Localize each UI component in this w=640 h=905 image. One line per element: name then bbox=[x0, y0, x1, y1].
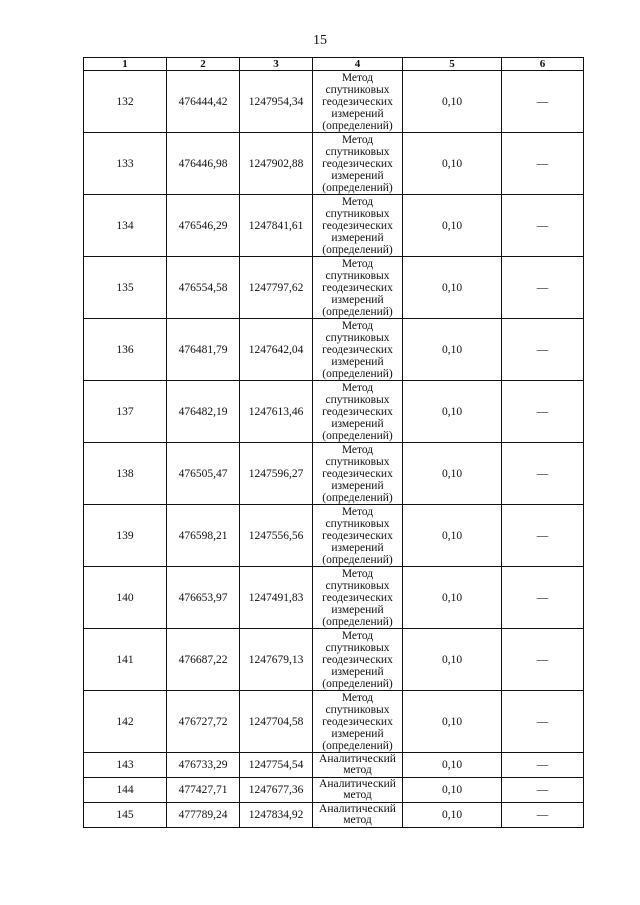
column-header: 6 bbox=[502, 58, 584, 71]
note-cell: — bbox=[502, 803, 584, 828]
accuracy-cell: 0,10 bbox=[403, 319, 502, 381]
coordinate-y: 1247613,46 bbox=[240, 381, 313, 443]
coordinate-y: 1247902,88 bbox=[240, 133, 313, 195]
table-row bbox=[84, 505, 584, 567]
note-cell: — bbox=[502, 381, 584, 443]
accuracy-cell: 0,10 bbox=[403, 778, 502, 803]
note-cell: — bbox=[502, 257, 584, 319]
table-row bbox=[84, 257, 584, 319]
note-cell: — bbox=[502, 319, 584, 381]
coordinate-x: 476687,22 bbox=[167, 629, 240, 691]
coordinate-x: 476546,29 bbox=[167, 195, 240, 257]
note-cell: — bbox=[502, 753, 584, 778]
table-header-row bbox=[84, 58, 584, 71]
coordinate-x: 476444,42 bbox=[167, 71, 240, 133]
coordinate-y: 1247954,34 bbox=[240, 71, 313, 133]
note-cell: — bbox=[502, 443, 584, 505]
coordinate-y: 1247754,54 bbox=[240, 753, 313, 778]
accuracy-cell: 0,10 bbox=[403, 567, 502, 629]
note-cell: — bbox=[502, 567, 584, 629]
table-row bbox=[84, 778, 584, 803]
method-cell: Аналитический метод bbox=[313, 803, 403, 828]
method-cell: Метод спутниковых геодезических измерений (определений) bbox=[313, 381, 403, 443]
coordinate-y: 1247841,61 bbox=[240, 195, 313, 257]
accuracy-cell: 0,10 bbox=[403, 257, 502, 319]
method-cell: Метод спутниковых геодезических измерений (определений) bbox=[313, 629, 403, 691]
table-row bbox=[84, 319, 584, 381]
method-cell: Метод спутниковых геодезических измерений (определений) bbox=[313, 319, 403, 381]
note-cell: — bbox=[502, 778, 584, 803]
table-row bbox=[84, 195, 584, 257]
accuracy-cell: 0,10 bbox=[403, 133, 502, 195]
column-header: 2 bbox=[167, 58, 240, 71]
point-number: 142 bbox=[84, 691, 167, 753]
point-number: 141 bbox=[84, 629, 167, 691]
table-row bbox=[84, 691, 584, 753]
point-number: 137 bbox=[84, 381, 167, 443]
coordinate-y: 1247556,56 bbox=[240, 505, 313, 567]
accuracy-cell: 0,10 bbox=[403, 71, 502, 133]
coordinate-x: 476733,29 bbox=[167, 753, 240, 778]
coordinate-x: 476481,79 bbox=[167, 319, 240, 381]
point-number: 145 bbox=[84, 803, 167, 828]
page-number: 15 bbox=[313, 33, 327, 48]
coordinate-x: 476598,21 bbox=[167, 505, 240, 567]
note-cell: — bbox=[502, 195, 584, 257]
point-number: 144 bbox=[84, 778, 167, 803]
point-number: 132 bbox=[84, 71, 167, 133]
point-number: 136 bbox=[84, 319, 167, 381]
coordinate-y: 1247704,58 bbox=[240, 691, 313, 753]
coordinate-x: 476446,98 bbox=[167, 133, 240, 195]
note-cell: — bbox=[502, 505, 584, 567]
coordinate-x: 477427,71 bbox=[167, 778, 240, 803]
table-row bbox=[84, 753, 584, 778]
column-header: 4 bbox=[313, 58, 403, 71]
accuracy-cell: 0,10 bbox=[403, 381, 502, 443]
coordinate-y: 1247834,92 bbox=[240, 803, 313, 828]
coordinate-x: 476482,19 bbox=[167, 381, 240, 443]
method-cell: Метод спутниковых геодезических измерений (определений) bbox=[313, 567, 403, 629]
coordinate-y: 1247797,62 bbox=[240, 257, 313, 319]
coordinate-y: 1247642,04 bbox=[240, 319, 313, 381]
method-cell: Метод спутниковых геодезических измерений (определений) bbox=[313, 71, 403, 133]
table-row bbox=[84, 629, 584, 691]
coordinate-y: 1247596,27 bbox=[240, 443, 313, 505]
method-cell: Метод спутниковых геодезических измерений (определений) bbox=[313, 257, 403, 319]
point-number: 140 bbox=[84, 567, 167, 629]
method-cell: Метод спутниковых геодезических измерений (определений) bbox=[313, 195, 403, 257]
coordinate-x: 476727,72 bbox=[167, 691, 240, 753]
accuracy-cell: 0,10 bbox=[403, 443, 502, 505]
table-row bbox=[84, 381, 584, 443]
coordinate-x: 476653,97 bbox=[167, 567, 240, 629]
method-cell: Метод спутниковых геодезических измерений (определений) bbox=[313, 505, 403, 567]
accuracy-cell: 0,10 bbox=[403, 505, 502, 567]
note-cell: — bbox=[502, 71, 584, 133]
accuracy-cell: 0,10 bbox=[403, 195, 502, 257]
accuracy-cell: 0,10 bbox=[403, 803, 502, 828]
point-number: 138 bbox=[84, 443, 167, 505]
table-row bbox=[84, 71, 584, 133]
coordinate-x: 476554,58 bbox=[167, 257, 240, 319]
column-header: 3 bbox=[240, 58, 313, 71]
note-cell: — bbox=[502, 133, 584, 195]
point-number: 139 bbox=[84, 505, 167, 567]
column-header: 1 bbox=[84, 58, 167, 71]
method-cell: Метод спутниковых геодезических измерений (определений) bbox=[313, 443, 403, 505]
method-cell: Метод спутниковых геодезических измерений (определений) bbox=[313, 133, 403, 195]
coordinate-x: 477789,24 bbox=[167, 803, 240, 828]
table-row bbox=[84, 803, 584, 828]
table-row bbox=[84, 567, 584, 629]
method-cell: Аналитический метод bbox=[313, 778, 403, 803]
point-number: 133 bbox=[84, 133, 167, 195]
column-header: 5 bbox=[403, 58, 502, 71]
accuracy-cell: 0,10 bbox=[403, 629, 502, 691]
coordinate-y: 1247491,83 bbox=[240, 567, 313, 629]
point-number: 134 bbox=[84, 195, 167, 257]
method-cell: Метод спутниковых геодезических измерений (определений) bbox=[313, 691, 403, 753]
coordinate-y: 1247679,13 bbox=[240, 629, 313, 691]
coordinate-x: 476505,47 bbox=[167, 443, 240, 505]
accuracy-cell: 0,10 bbox=[403, 691, 502, 753]
point-number: 143 bbox=[84, 753, 167, 778]
table-row bbox=[84, 133, 584, 195]
note-cell: — bbox=[502, 629, 584, 691]
table-row bbox=[84, 443, 584, 505]
point-number: 135 bbox=[84, 257, 167, 319]
note-cell: — bbox=[502, 691, 584, 753]
method-cell: Аналитический метод bbox=[313, 753, 403, 778]
coordinates-table bbox=[83, 57, 584, 828]
accuracy-cell: 0,10 bbox=[403, 753, 502, 778]
coordinate-y: 1247677,36 bbox=[240, 778, 313, 803]
